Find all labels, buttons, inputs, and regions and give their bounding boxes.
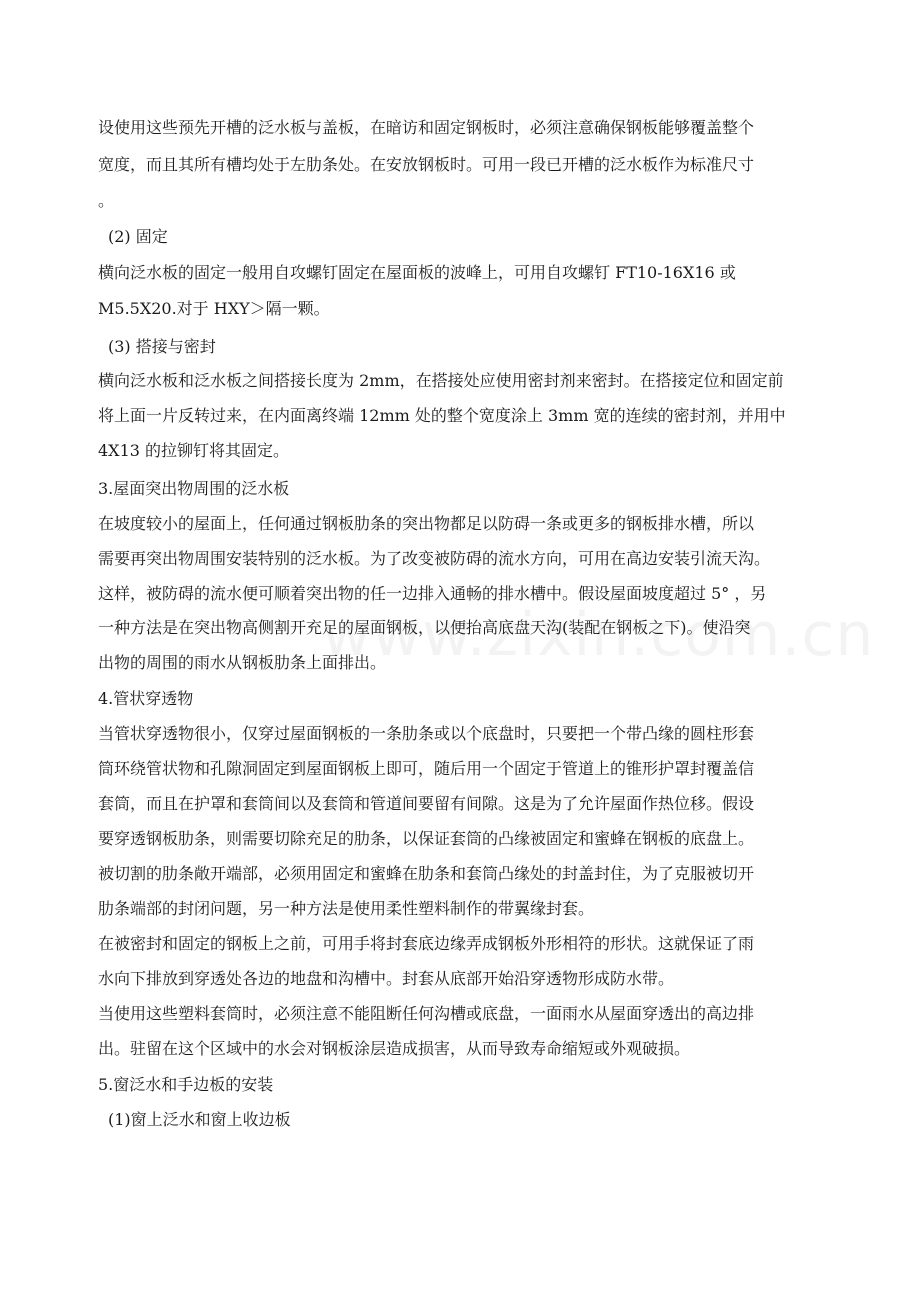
subsection-heading: (2) 固定 — [108, 227, 168, 246]
body-text-line: 在被密封和固定的钢板上之前，可用手将封套底边缘弄成钢板外形相符的形状。这就保证了雨 — [98, 934, 755, 953]
subsection-heading: (3) 搭接与密封 — [108, 337, 216, 356]
body-text-line: 出。驻留在这个区域中的水会对钢板涂层造成损害，从而导致寿命缩短或外观破损。 — [98, 1039, 691, 1058]
body-text-line: M5.5X20.对于 HXY＞隔一颗。 — [98, 299, 330, 318]
section-heading: 4.管状穿透物 — [98, 689, 194, 708]
body-text-line: 宽度，而且其所有槽均处于左肋条处。在安放钢板时。可用一段已开槽的泛水板作为标准尺寸 — [98, 155, 755, 174]
body-text-line: 将上面一片反转过来，在内面离终端 12mm 处的整个宽度涂上 3mm 宽的连续的密封剂，并用中 — [98, 406, 786, 425]
body-text-line: 一种方法是在突出物高侧割开充足的屋面钢板，以便抬高底盘天沟(装配在钢板之下)。使沿突 — [98, 618, 751, 637]
body-text-line: 设使用这些预先开槽的泛水板与盖板，在暗访和固定钢板时，必须注意确保钢板能够覆盖整个 — [98, 118, 755, 137]
body-text-line: 肋条端部的封闭问题，另一种方法是使用柔性塑料制作的带翼缘封套。 — [98, 899, 595, 918]
body-text-line: 当管状穿透物很小，仅穿过屋面钢板的一条肋条或以个底盘时，只要把一个带凸缘的圆柱形套 — [98, 724, 755, 743]
body-text-line: 4X13 的拉铆钉将其固定。 — [98, 441, 290, 460]
section-heading: 5.窗泛水和手边板的安装 — [98, 1075, 274, 1094]
body-text-line: 横向泛水板的固定一般用自攻螺钉固定在屋面板的波峰上，可用自攻螺钉 FT10-16X16 或 — [98, 263, 736, 282]
body-text-line: 套筒，而且在护罩和套筒间以及套筒和管道间要留有间隙。这是为了允许屋面作热位移。假设 — [98, 794, 755, 813]
body-text-line: 这样，被防碍的流水便可顺着突出物的任一边排入通畅的排水槽中。假设屋面坡度超过 5° ，另 — [98, 584, 767, 603]
body-text-line: 横向泛水板和泛水板之间搭接长度为 2mm，在搭接处应使用密封剂来密封。在搭接定位和固定前 — [98, 371, 784, 390]
body-text-line: 水向下排放到穿透处各边的地盘和沟槽中。封套从底部开始沿穿透物形成防水带。 — [98, 969, 675, 988]
body-text-line: 需要再突出物周围安装特别的泛水板。为了改变被防碍的流水方向，可用在高边安装引流天沟。 — [98, 549, 771, 568]
body-text-line: 要穿透钢板肋条，则需要切除充足的肋条，以保证套筒的凸缘被固定和蜜蜂在钢板的底盘上。 — [98, 829, 755, 848]
body-text-line: 当使用这些塑料套筒时，必须注意不能阻断任何沟槽或底盘，一面雨水从屋面穿透出的高边排 — [98, 1004, 755, 1023]
body-text-line: 筒环绕管状物和孔隙洞固定到屋面钢板上即可，随后用一个固定于管道上的锥形护罩封覆盖信 — [98, 759, 755, 778]
subsection-heading: (1)窗上泛水和窗上收边板 — [108, 1110, 291, 1129]
body-text-line: 出物的周围的雨水从钢板肋条上面排出。 — [98, 653, 387, 672]
body-text-line: 在坡度较小的屋面上，任何通过钢板肋条的突出物都足以防碍一条或更多的钢板排水槽，所以 — [98, 514, 755, 533]
body-text-line: 。 — [98, 191, 115, 210]
body-text-line: 被切割的肋条敞开端部，必须用固定和蜜蜂在肋条和套筒凸缘处的封盖封住，为了克服被切开 — [98, 864, 755, 883]
section-heading: 3.屋面突出物周围的泛水板 — [98, 479, 290, 498]
